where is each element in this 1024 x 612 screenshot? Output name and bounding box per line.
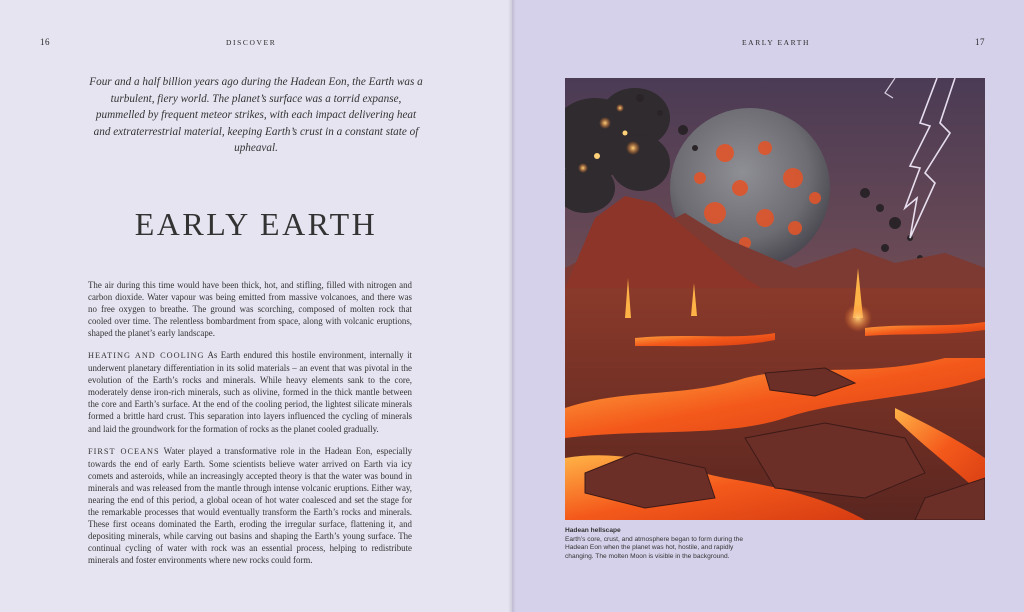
runin-heading-heating-cooling: HEATING AND COOLING bbox=[88, 351, 205, 361]
running-head-left: DISCOVER bbox=[226, 38, 277, 47]
figure-caption bbox=[565, 527, 755, 561]
runin-heading-first-oceans: FIRST OCEANS bbox=[88, 446, 160, 456]
spine-shadow bbox=[508, 0, 516, 612]
hadean-hellscape-illustration bbox=[565, 78, 985, 520]
paragraph-air: The air during this time would have been thick, hot, and stifling, filled with nitrogen and carbon dioxide. Water vapour was being emitted from massive volcanoes, and there was no free oxygen to breathe. The ground was scorching, composed of molten rock that cooled over time. The relentless bombardment from space, along with volcanic eruptions, shaped the planet’s early landscape. bbox=[88, 280, 412, 339]
paragraph-first-oceans bbox=[88, 445, 412, 566]
chapter-title: EARLY EARTH bbox=[134, 206, 378, 242]
page-number-left: 16 bbox=[40, 37, 50, 47]
paragraph-heating-cooling-text: As Earth endured this hostile environment, internally it underwent planetary differentiation in its solid materials – an event that was pivotal in the evolution of the Earth’s rocks and minerals. While heavy elements sank to the core, moderately dense iron-rich minerals, such as olivine, formed in the thick mantle between the core and Earth’s surface. At the end of the cooling period, the lightest silicate minerals formed a brittle hard crust. This separation into layers influenced the cycling of minerals and laid the groundwork for the formation of rocks as the planet cooled gradually. bbox=[88, 350, 412, 434]
intro-text: Four and a half billion years ago during the Hadean Eon, the Earth was a turbulent, fiery world. The planet’s surface was a torrid expanse, pummelled by frequent meteor strikes, with each impact delivering heat and extraterrestrial material, keeping Earth’s crust in a constant state of upheaval. bbox=[89, 76, 423, 155]
page-number-right: 17 bbox=[975, 37, 985, 47]
caption-title: Hadean hellscape bbox=[565, 527, 621, 534]
body-text bbox=[88, 279, 412, 576]
caption-text: Earth’s core, crust, and atmosphere began to form during the Hadean Eon when the planet was hot, hostile, and rapidly changing. The molten Moon is visible in the background. bbox=[565, 535, 744, 560]
running-head-right: EARLY EARTH bbox=[742, 38, 810, 47]
paragraph-first-oceans-text: Water played a transformative role in the Hadean Eon, especially towards the end of early Earth. Some scientists believe water arrived on Earth via icy comets and asteroids, while an increasingly accepted theory is that the water was bound in minerals and was released from the mantle through intense volcanic eruptions. Either way, nearing the end of this period, a global ocean of hot water coalesced and set the stage for the remarkable processes that would eventually transform the Earth’s rocks and minerals. These first oceans dominated the Earth, eroding the irregular surface, flattening it, and depositing minerals, while carving out basins and shaping the Earth’s young surface. The continual cycling of water with rock was an essential process, helping to redistribute minerals and foster environments where new rocks could form. bbox=[88, 445, 412, 565]
paragraph-heating-cooling bbox=[88, 349, 412, 434]
